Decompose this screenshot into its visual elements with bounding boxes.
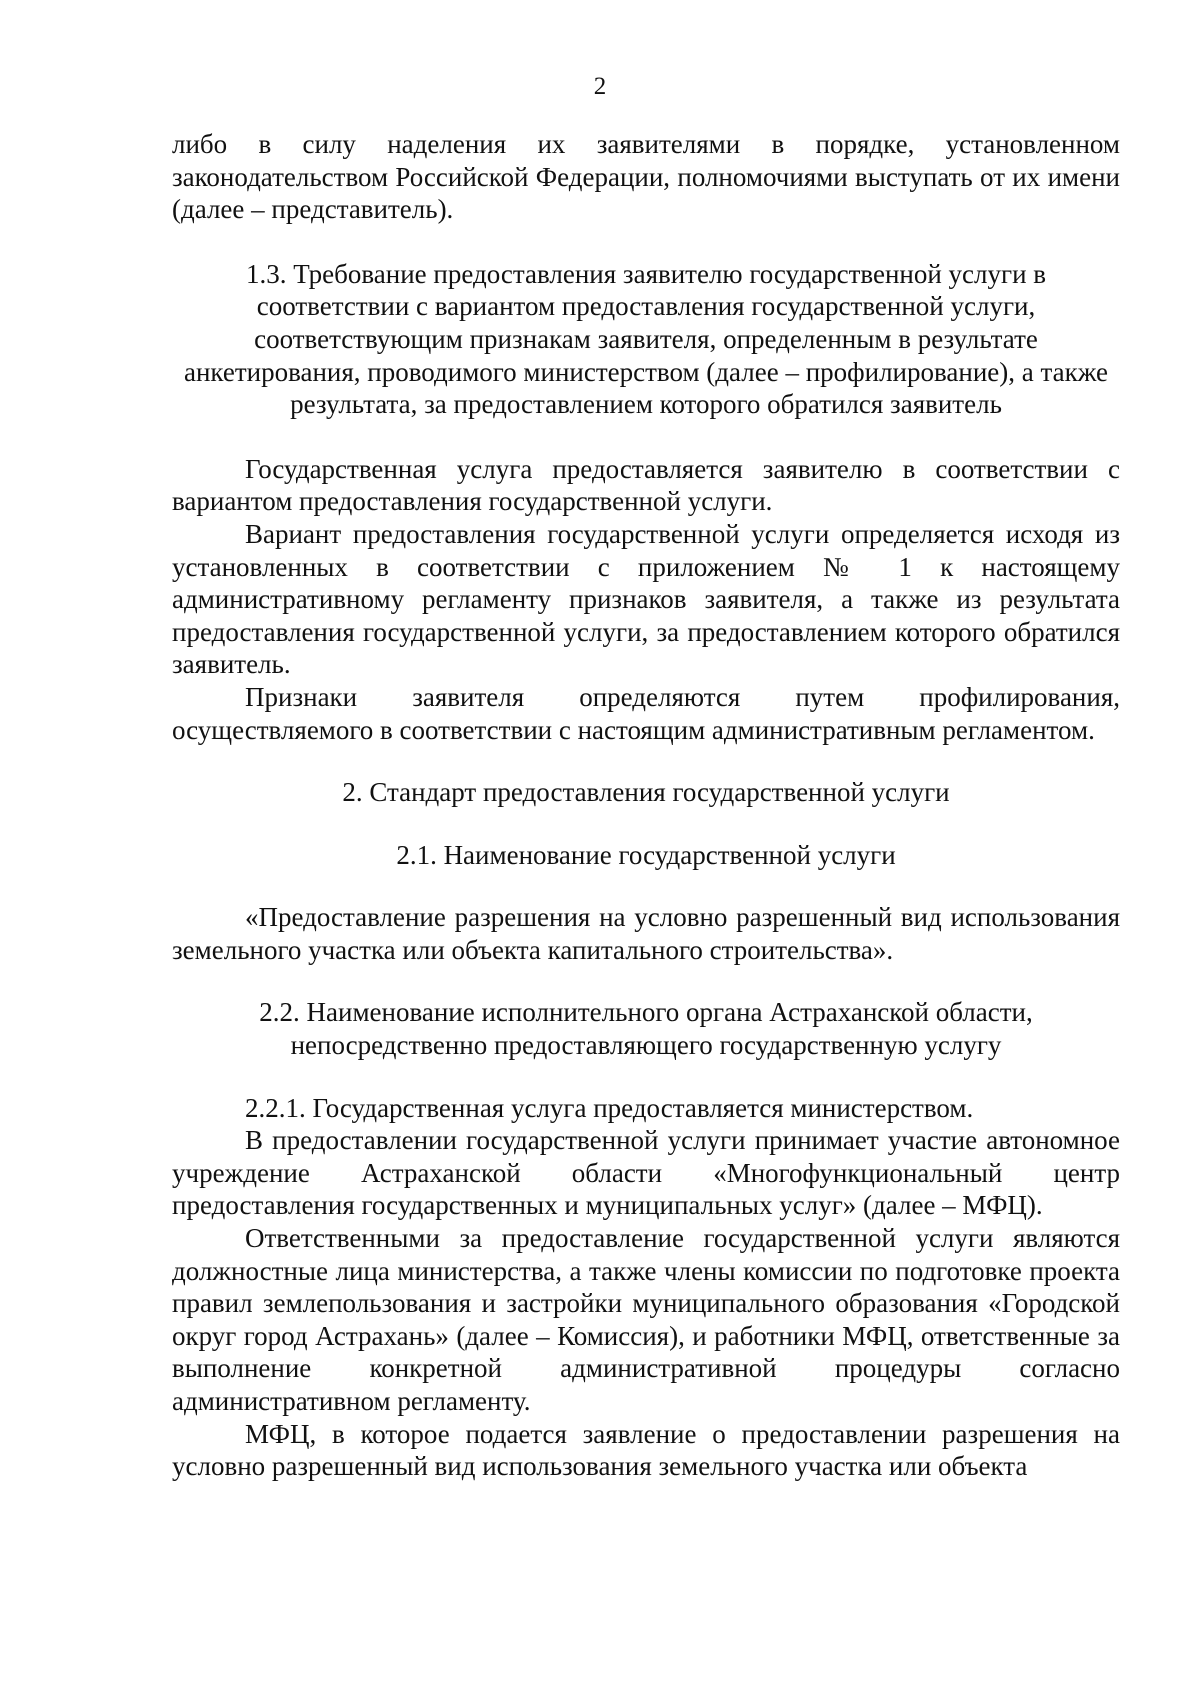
heading-section-2-2 [172, 996, 1120, 1061]
heading-section-2: 2. Стандарт предоставления государственной услуги [342, 777, 950, 808]
heading-section-1-3: 1.3. Требование предоставления заявителю государственной услуги в соответствии с вариантом предоставления государственной услуги, соответствующим признакам заявителя, определенным в результате анкетирования, проводимого министерством (далее – профилирование), а также результата, за предоставлением которого обратился заявитель [183, 258, 1109, 420]
paragraph-mfc-participation: В предоставлении государственной услуги принимает участие автономное учреждение Астраханской области «Многофункциональный центр предоставления государственных и муниципальных услуг» (далее – МФЦ). [172, 1125, 1120, 1221]
document-body [172, 128, 1120, 1483]
heading-section-2-2-line-2: непосредственно предоставляющего государственную услугу [290, 1030, 1002, 1061]
paragraph-responsible-persons: Ответственными за предоставление государственной услуги являются должностные лица министерства, а также члены комиссии по подготовке проекта правил землепользования и застройки муниципального образования «Городской округ город Астрахань» (далее – Комиссия), и работники МФЦ, ответственные за выполнение конкретной административной процедуры согласно административном регламенту. [172, 1223, 1120, 1416]
paragraph-applicant-features: Признаки заявителя определяются путем профилирования, осуществляемого в соответствии с настоящим административным регламентом. [172, 681, 1120, 745]
paragraph-representative: либо в силу наделения их заявителями в порядке, установленном законодательством Российской Федерации, полномочиями выступать от их имени (далее – представитель). [172, 129, 1120, 225]
page-number: 2 [593, 73, 607, 100]
paragraph-service-variant: Государственная услуга предоставляется заявителю в соответствии с вариантом предоставления государственной услуги. [172, 453, 1120, 517]
heading-section-2-1: 2.1. Наименование государственной услуги [396, 839, 896, 870]
paragraph-2-2-1: 2.2.1. Государственная услуга предоставляется министерством. [245, 1092, 974, 1123]
paragraph-variant-determination: Вариант предоставления государственной услуги определяется исходя из установленных в соответствии с приложением № 1 к настоящему административному регламенту признаков заявителя, а также из результата предоставления государственной услуги, за предоставлением которого обратился заявитель. [172, 518, 1120, 680]
paragraph-service-name: «Предоставление разрешения на условно разрешенный вид использования земельного участка или объекта капитального строительства». [172, 902, 1120, 965]
heading-section-2-2-line-1: 2.2. Наименование исполнительного органа Астраханской области, [259, 997, 1033, 1028]
paragraph-mfc-application: МФЦ, в которое подается заявление о предоставлении разрешения на условно разрешенный вид использования земельного участка или объекта [172, 1418, 1120, 1482]
